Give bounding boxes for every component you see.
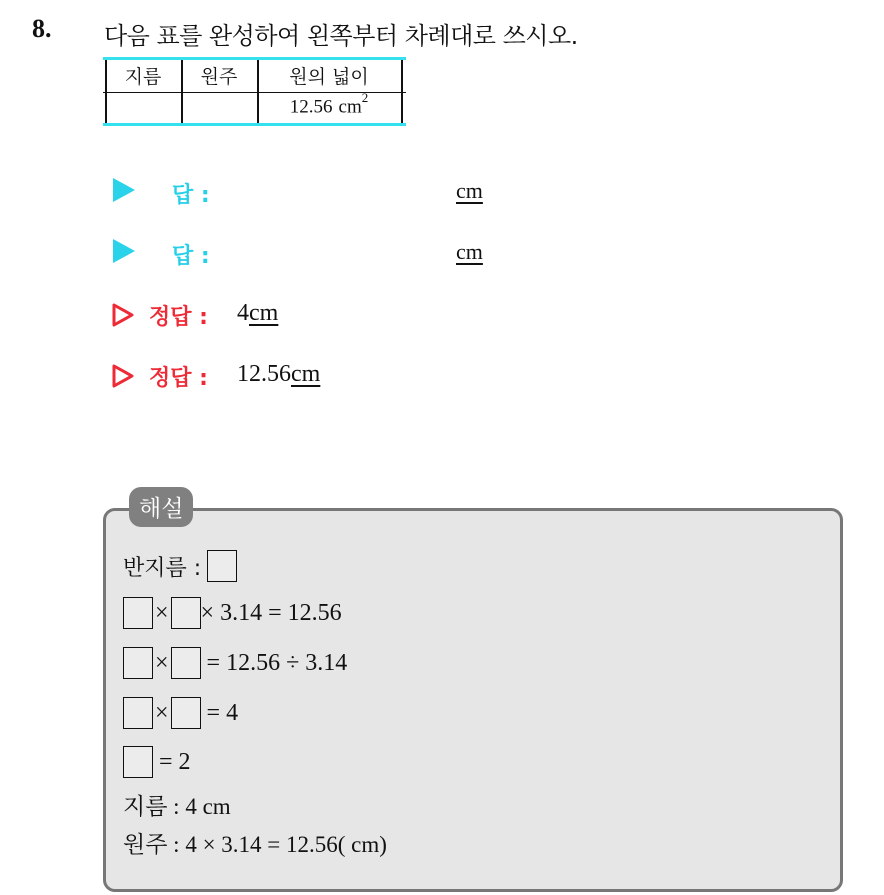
correct-answer-1 <box>237 300 278 327</box>
correct-unit-1: cm <box>249 300 279 326</box>
area-exponent: 2 <box>361 90 369 105</box>
play-arrow-icon <box>113 178 135 202</box>
table-top-rule <box>103 57 406 60</box>
blank-box <box>123 746 153 778</box>
times-symbol: × <box>155 649 169 676</box>
radius-label: 반지름 : <box>123 555 202 581</box>
explanation-tag: 해설 <box>129 487 193 527</box>
area-unit: cm <box>338 96 362 118</box>
answer-label-2: 답 : <box>172 244 210 269</box>
times-symbol: × <box>155 599 169 626</box>
correct-value-1: 4 <box>237 300 249 326</box>
play-arrow-icon <box>113 239 135 263</box>
blank-box <box>123 597 153 629</box>
explanation-line-4 <box>123 697 238 729</box>
table-col-line <box>401 60 403 123</box>
blank-box <box>123 647 153 679</box>
correct-unit-2: cm <box>291 361 321 387</box>
area-value: 12.56 <box>289 96 333 118</box>
explanation-line-1 <box>123 550 237 582</box>
equation-3-rest: = 12.56 ÷ 3.14 <box>206 649 348 676</box>
blank-box <box>123 697 153 729</box>
correct-value-2: 12.56 <box>237 361 291 387</box>
blank-box <box>171 647 201 679</box>
outline-triangle-icon <box>112 303 134 327</box>
table-header-circumference: 원주 <box>200 66 238 88</box>
correct-label-2: 정답 : <box>149 366 208 391</box>
blank-box <box>171 697 201 729</box>
diameter-result: 지름 : 4 cm <box>123 794 231 819</box>
equation-2-rest: × 3.14 = 12.56 <box>200 599 342 626</box>
correct-label-1: 정답 : <box>149 305 208 330</box>
explanation-line-2 <box>123 597 342 629</box>
explanation-line-5 <box>123 746 191 778</box>
table-header-diameter: 지름 <box>124 66 162 88</box>
blank-box <box>207 550 237 582</box>
correct-answer-2 <box>237 361 320 388</box>
answer-label-1: 답 : <box>172 183 210 208</box>
answer-unit-2[interactable]: cm <box>456 239 483 264</box>
table-bottom-rule <box>103 123 406 126</box>
circumference-result: 원주 : 4 × 3.14 = 12.56( cm) <box>123 832 387 857</box>
question-number: 8. <box>32 14 52 43</box>
table-cell-area <box>257 90 401 118</box>
explanation-line-3 <box>123 647 347 679</box>
table-header-area: 원의 넓이 <box>289 66 369 88</box>
times-symbol: × <box>155 699 169 726</box>
explanation-line-7 <box>123 826 387 859</box>
answer-unit-1[interactable]: cm <box>456 178 483 203</box>
explanation-line-6 <box>123 788 231 821</box>
answer-table <box>103 57 406 126</box>
equation-5-rest: = 2 <box>159 748 191 775</box>
blank-box <box>171 597 201 629</box>
outline-triangle-icon <box>112 364 134 388</box>
question-text: 다음 표를 완성하여 왼쪽부터 차례대로 쓰시오. <box>104 22 578 50</box>
equation-4-rest: = 4 <box>206 699 239 726</box>
